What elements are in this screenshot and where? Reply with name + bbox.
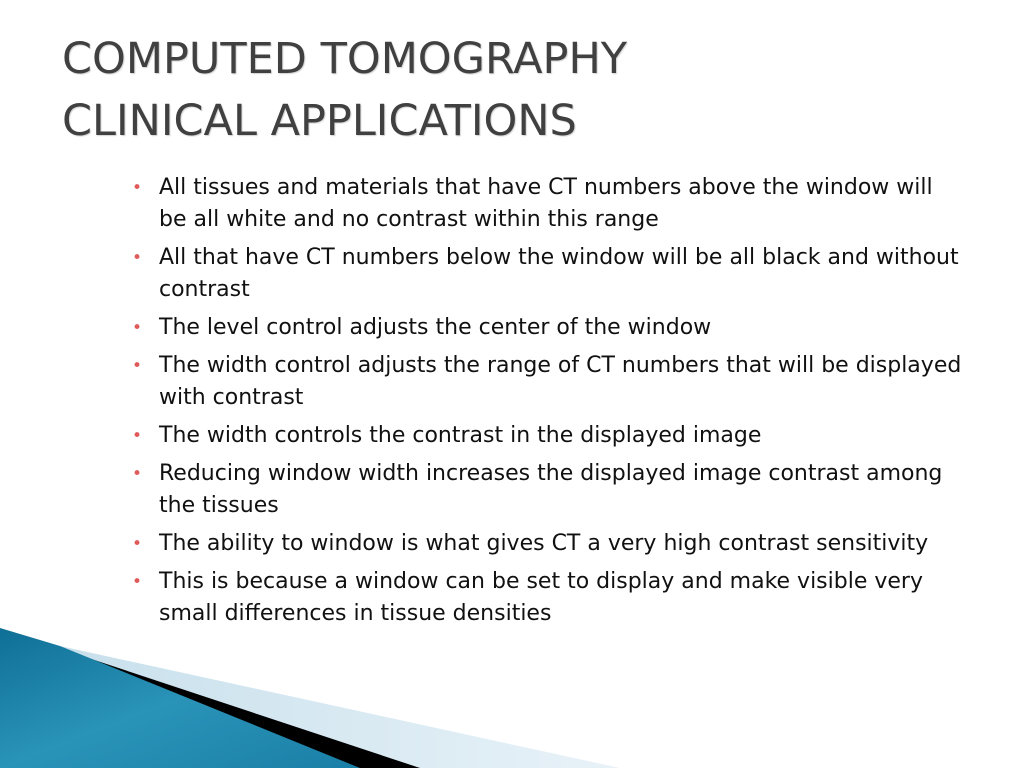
bullet-text: The width controls the contrast in the displayed image	[159, 423, 762, 448]
bullet-item	[132, 350, 962, 414]
bullet-text: Reducing window width increases the displayed image contrast among the tissues	[159, 461, 943, 518]
bullet-text: The width control adjusts the range of CT numbers that will be displayed with contrast	[159, 353, 962, 410]
bullet-text: The level control adjusts the center of the window	[159, 315, 712, 340]
slide-title	[62, 28, 962, 152]
bullet-text: This is because a window can be set to display and make visible very small differences in tissue densities	[159, 569, 923, 626]
title-line-1: COMPUTED TOMOGRAPHY	[62, 34, 628, 84]
bullet-text: All that have CT numbers below the window will be all black and without contrast	[159, 245, 959, 302]
bullet-dot-icon: •	[132, 356, 143, 376]
bullet-dot-icon: •	[132, 178, 143, 198]
bullet-dot-icon: •	[132, 318, 143, 338]
bullet-dot-icon: •	[132, 248, 143, 268]
bullet-dot-icon: •	[132, 572, 143, 592]
bullet-item	[132, 458, 962, 522]
decorative-corner-swoosh	[0, 628, 1024, 768]
bullet-item	[132, 172, 962, 236]
bullet-dot-icon: •	[132, 534, 143, 554]
bullet-item	[132, 242, 962, 306]
bullet-text: All tissues and materials that have CT numbers above the window will be all white and no contrast within this range	[159, 175, 933, 232]
bullet-dot-icon: •	[132, 464, 143, 484]
title-line-2: CLINICAL APPLICATIONS	[62, 96, 577, 146]
bullet-item	[132, 566, 962, 630]
blue-wedge	[0, 628, 360, 768]
bullet-dot-icon: •	[132, 426, 143, 446]
bullet-text: The ability to window is what gives CT a very high contrast sensitivity	[159, 531, 929, 556]
bullet-item	[132, 528, 962, 560]
bullet-item	[132, 312, 962, 344]
bullet-item	[132, 420, 962, 452]
bullet-list	[132, 172, 962, 636]
